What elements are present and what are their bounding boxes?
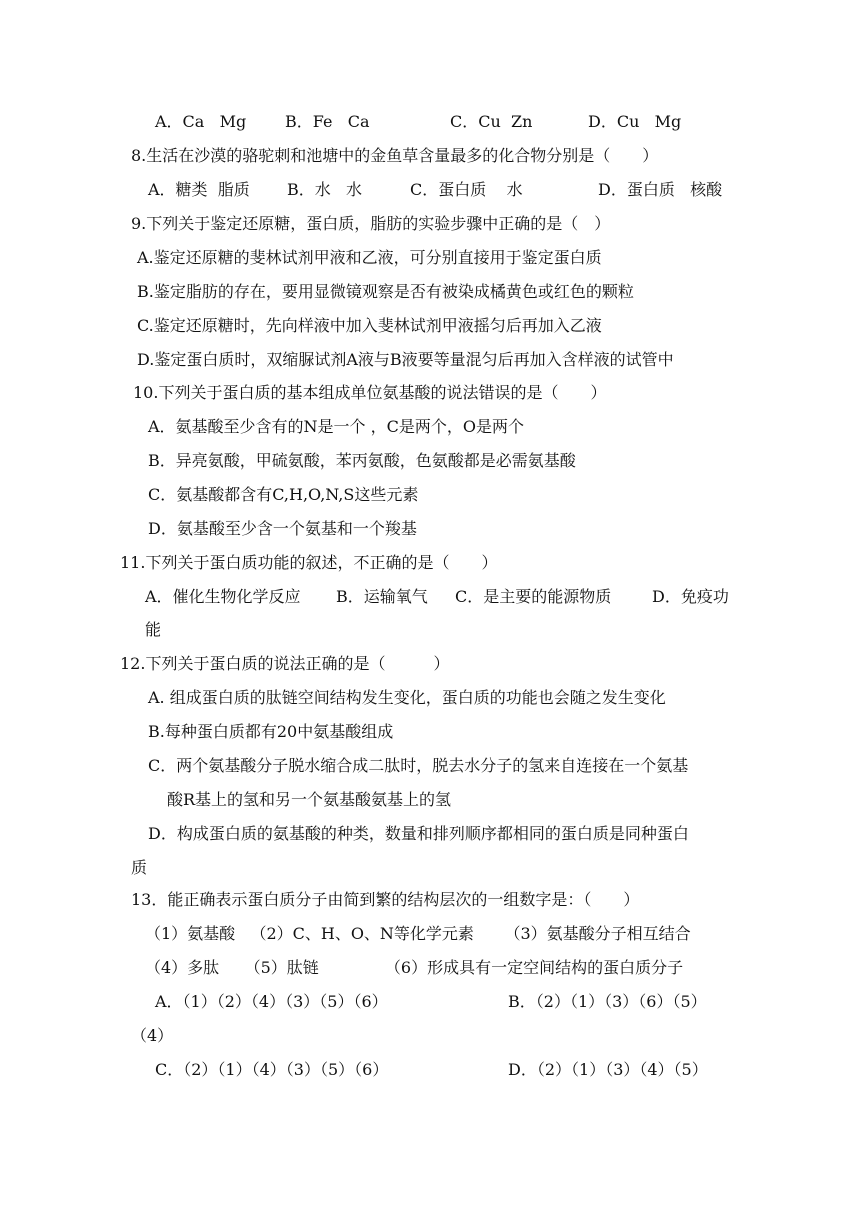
q10-option-d: D．氨基酸至少含一个氨基和一个羧基 xyxy=(148,519,417,538)
q7-option-a: A．Ca Mg xyxy=(155,112,247,131)
q11-option-d: D．免疫功 xyxy=(652,587,729,606)
q9-option-a: A.鉴定还原糖的斐林试剂甲液和乙液，可分别直接用于鉴定蛋白质 xyxy=(137,248,602,267)
q7-option-b: B．Fe Ca xyxy=(285,112,370,131)
q13-option-d: D．（2）（1）（3）（4）（5） xyxy=(508,1060,708,1079)
q10-option-c: C．氨基酸都含有C,H,O,N,S这些元素 xyxy=(148,485,419,504)
q13-option-c: C．（2）（1）（4）（3）（5）（6） xyxy=(155,1060,389,1079)
q9-option-b: B.鉴定脂肪的存在，要用显微镜观察是否有被染成橘黄色或红色的颗粒 xyxy=(137,282,634,301)
q9-stem: 9.下列关于鉴定还原糖，蛋白质，脂肪的实验步骤中正确的是（ ） xyxy=(131,214,611,233)
q11-option-b: B．运输氧气 xyxy=(336,587,428,606)
q11-option-c: C．是主要的能源物质 xyxy=(455,587,612,606)
q7-option-d: D．Cu Mg xyxy=(588,112,682,131)
q12-stem: 12.下列关于蛋白质的说法正确的是（ ） xyxy=(120,654,450,673)
q13-option-a: A．（1）（2）（4）（3）（5）（6） xyxy=(155,992,388,1011)
q11-stem: 11.下列关于蛋白质功能的叙述，不正确的是（ ） xyxy=(120,553,498,572)
q12-option-c-line2: 酸R基上的氢和另一个氨基酸氨基上的氢 xyxy=(167,790,452,809)
q12-option-c-line1: C．两个氨基酸分子脱水缩合成二肽时，脱去水分子的氢来自连接在一个氨基 xyxy=(148,756,689,775)
q12-option-d-line1: D．构成蛋白质的氨基酸的种类，数量和排列顺序都相同的蛋白质是同种蛋白 xyxy=(148,824,689,843)
q10-option-b: B．异亮氨酸，甲硫氨酸，苯丙氨酸，色氨酸都是必需氨基酸 xyxy=(148,451,576,470)
q8-option-b: B．水 水 xyxy=(287,180,363,199)
q10-option-a: A．氨基酸至少含有的N是一个 ，C是两个，O是两个 xyxy=(148,417,525,436)
q8-option-c: C．蛋白质 水 xyxy=(410,180,523,199)
q11-option-a: A．催化生物化学反应 xyxy=(145,587,301,606)
q9-option-c: C.鉴定还原糖时，先向样液中加入斐林试剂甲液摇匀后再加入乙液 xyxy=(137,316,602,335)
q13-option-b: B．（2）（1）（3）（6）（5） xyxy=(508,992,707,1011)
q7-option-c: C．Cu Zn xyxy=(450,112,533,131)
q9-option-d: D.鉴定蛋白质时，双缩脲试剂A液与B液要等量混匀后再加入含样液的试管中 xyxy=(137,350,674,369)
q13-items-row1: （1）氨基酸 （2）C、H、O、N等化学元素 （3）氨基酸分子相互结合 xyxy=(145,924,691,943)
q10-stem: 10.下列关于蛋白质的基本组成单位氨基酸的说法错误的是（ ） xyxy=(133,383,607,402)
q13-items-row2: （4）多肽 （5）肽链 （6）形成具有一定空间结构的蛋白质分子 xyxy=(145,958,684,977)
q13-option-b-continued: （4） xyxy=(131,1026,174,1045)
q11-option-d-continued: 能 xyxy=(145,620,162,639)
q8-stem: 8.生活在沙漠的骆驼刺和池塘中的金鱼草含量最多的化合物分别是（ ） xyxy=(131,146,659,165)
q13-stem: 13．能正确表示蛋白质分子由简到繁的结构层次的一组数字是：（ ） xyxy=(131,890,640,909)
q12-option-d-line2: 质 xyxy=(131,858,148,877)
q12-option-a: A. 组成蛋白质的肽链空间结构发生变化，蛋白质的功能也会随之发生变化 xyxy=(148,688,666,707)
q8-option-a: A．糖类 脂质 xyxy=(148,180,250,199)
q8-option-d: D．蛋白质 核酸 xyxy=(598,180,723,199)
q12-option-b: B.每种蛋白质都有20中氨基酸组成 xyxy=(148,722,394,741)
